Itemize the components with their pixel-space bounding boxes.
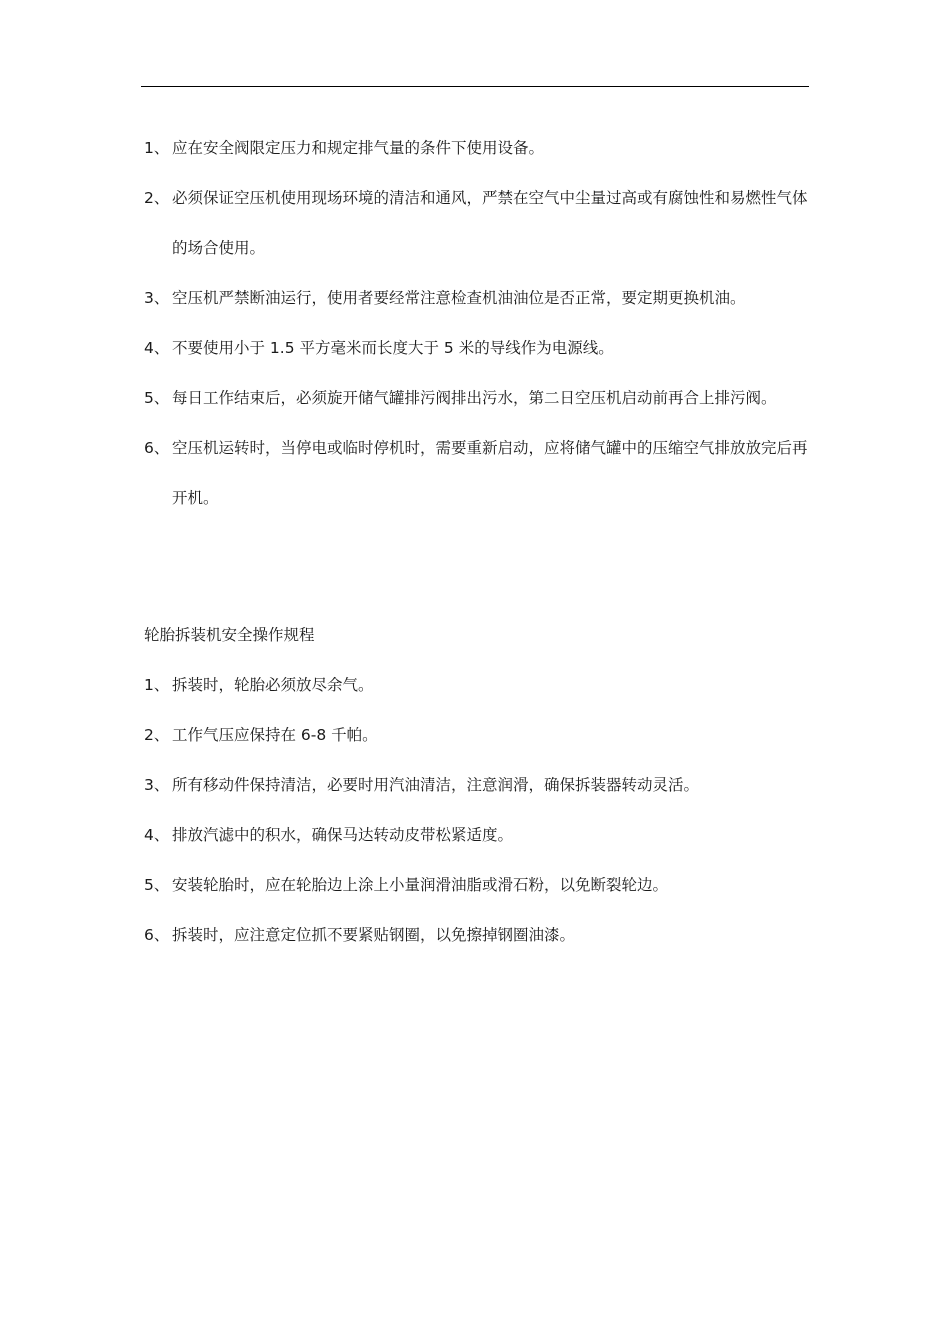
tire-changer-rules <box>144 622 812 960</box>
item-text: 拆装时，应注意定位抓不要紧贴钢圈，以免擦掉钢圈油漆。 <box>172 926 576 944</box>
header-rule <box>141 86 809 87</box>
item-text: 空压机运转时，当停电或临时停机时，需要重新启动，应将储气罐中的压缩空气排放放完后再开机。 <box>172 439 808 507</box>
list-item <box>144 760 812 810</box>
item-number: 2、 <box>144 189 170 207</box>
list-item <box>144 423 812 523</box>
item-number: 4、 <box>144 826 170 844</box>
item-text: 工作气压应保持在 6-8 千帕。 <box>172 726 378 744</box>
list-item <box>144 710 812 760</box>
item-number: 3、 <box>144 289 170 307</box>
item-text: 应在安全阀限定压力和规定排气量的条件下使用设备。 <box>172 139 545 157</box>
section-title: 轮胎拆装机安全操作规程 <box>144 626 315 644</box>
list-item <box>144 123 812 173</box>
item-text: 必须保证空压机使用现场环境的清洁和通风，严禁在空气中尘量过高或有腐蚀性和易燃性气体的场合使用。 <box>172 189 808 257</box>
list-item <box>144 910 812 960</box>
item-number: 4、 <box>144 339 170 357</box>
list-item <box>144 173 812 273</box>
air-compressor-rules <box>144 123 812 523</box>
list-item <box>144 323 812 373</box>
item-text: 安装轮胎时，应在轮胎边上涂上小量润滑油脂或滑石粉，以免断裂轮边。 <box>172 876 669 894</box>
list-item <box>144 860 812 910</box>
item-text: 不要使用小于 1.5 平方毫米而长度大于 5 米的导线作为电源线。 <box>172 339 614 357</box>
item-text: 空压机严禁断油运行，使用者要经常注意检查机油油位是否正常，要定期更换机油。 <box>172 289 746 307</box>
item-text: 每日工作结束后，必须旋开储气罐排污阀排出污水，第二日空压机启动前再合上排污阀。 <box>172 389 777 407</box>
item-number: 1、 <box>144 676 170 694</box>
item-number: 6、 <box>144 926 170 944</box>
list-item <box>144 660 812 710</box>
list-item <box>144 810 812 860</box>
item-text: 拆装时，轮胎必须放尽余气。 <box>172 676 374 694</box>
item-text: 所有移动件保持清洁，必要时用汽油清洁，注意润滑，确保拆装器转动灵活。 <box>172 776 700 794</box>
item-number: 3、 <box>144 776 170 794</box>
item-number: 1、 <box>144 139 170 157</box>
item-number: 6、 <box>144 439 170 457</box>
item-text: 排放汽滤中的积水，确保马达转动皮带松紧适度。 <box>172 826 514 844</box>
item-number: 5、 <box>144 876 170 894</box>
item-number: 5、 <box>144 389 170 407</box>
item-number: 2、 <box>144 726 170 744</box>
list-item <box>144 373 812 423</box>
list-item <box>144 273 812 323</box>
